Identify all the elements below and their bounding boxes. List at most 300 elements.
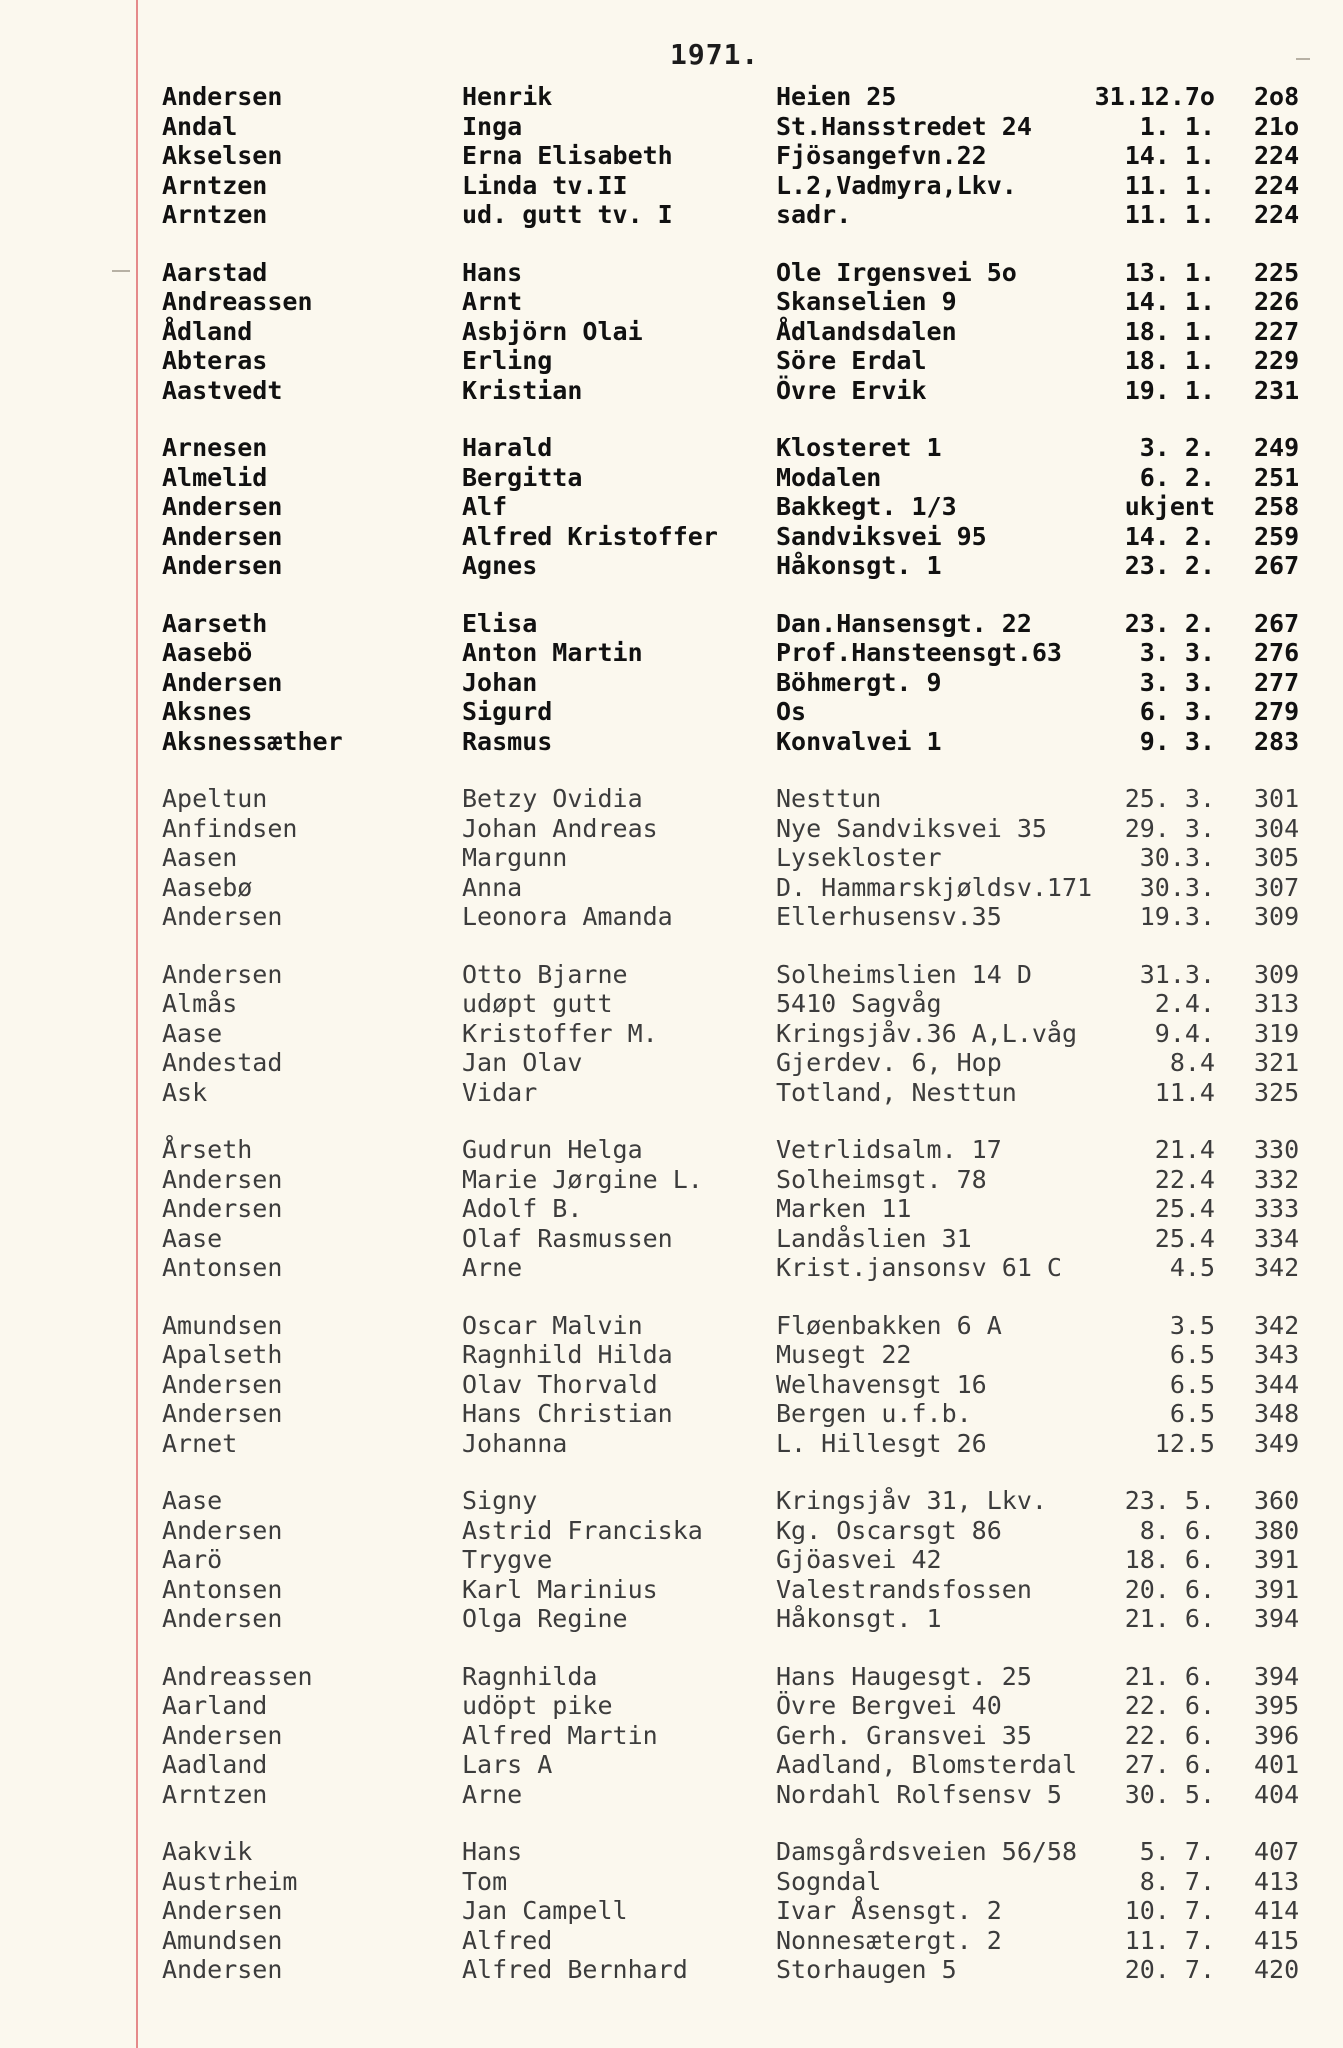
entry-given: Arne <box>462 1253 523 1282</box>
entry-date: 3.5 <box>1169 1310 1215 1340</box>
entry-given: Alfred <box>462 1925 553 1955</box>
entry-num: 391 <box>1254 1574 1300 1604</box>
entry-address: Aadland, Blomsterdal <box>776 1750 1078 1779</box>
entry-num: 414 <box>1254 1896 1300 1925</box>
entry-surname: Akselsen <box>162 141 283 170</box>
entry-num: 309 <box>1254 959 1300 989</box>
entry-group <box>0 960 1343 1108</box>
entry-address: Heien 25 <box>776 82 897 111</box>
entry-surname: Aasebö <box>162 638 253 667</box>
register-row <box>0 1165 1343 1195</box>
entry-surname: Aarseth <box>162 608 268 638</box>
entry-num: 343 <box>1254 1340 1300 1369</box>
entry-given: Erling <box>462 346 553 375</box>
register-row <box>0 1019 1343 1049</box>
entry-surname: Andersen <box>162 667 283 697</box>
entry-surname: Arntzen <box>162 200 268 229</box>
entry-date: 2.4. <box>1154 989 1215 1018</box>
entry-surname: Andersen <box>162 1369 283 1399</box>
entry-date: 10. 7. <box>1124 1896 1215 1925</box>
entry-address: Ellerhusensv.35 <box>776 902 1002 931</box>
entry-address: sadr. <box>776 200 852 229</box>
entry-address: Konvalvei 1 <box>776 726 942 756</box>
entry-address: 5410 Sagvåg <box>776 989 942 1018</box>
entry-given: Arnt <box>462 287 523 316</box>
register-row <box>0 989 1343 1019</box>
entry-given: Marie Jørgine L. <box>462 1164 703 1194</box>
entry-date: 19.3. <box>1139 902 1215 931</box>
entry-date: 23. 2. <box>1124 608 1215 638</box>
entry-num: 304 <box>1254 813 1300 843</box>
entry-surname: Andreassen <box>162 287 313 316</box>
entry-address: L. Hillesgt 26 <box>776 1428 987 1458</box>
register-row <box>0 727 1343 757</box>
entry-num: 333 <box>1254 1194 1300 1223</box>
entry-address: Storhaugen 5 <box>776 1955 957 1984</box>
entry-address: Håkonsgt. 1 <box>776 1604 942 1633</box>
entry-surname: Andersen <box>162 1720 283 1750</box>
entry-surname: Arntzen <box>162 170 268 200</box>
entry-address: Kringsjåv.36 A,L.våg <box>776 1018 1078 1048</box>
entry-surname: Antonsen <box>162 1574 283 1604</box>
entry-date: 27. 6. <box>1124 1750 1215 1779</box>
entry-date: 6. 3. <box>1139 697 1215 726</box>
entry-surname: Aarö <box>162 1545 223 1574</box>
entry-given: Olaf Rasmussen <box>462 1223 673 1253</box>
entry-num: 413 <box>1254 1866 1300 1896</box>
entry-date: ukjent <box>1124 492 1215 521</box>
entry-address: Solheimsgt. 78 <box>776 1164 987 1194</box>
register-row <box>0 171 1343 201</box>
entry-date: 11. 1. <box>1124 170 1215 200</box>
entry-given: Alfred Martin <box>462 1720 658 1750</box>
entry-address: Bakkegt. 1/3 <box>776 492 957 521</box>
register-row <box>0 1604 1343 1634</box>
entry-given: Erna Elisabeth <box>462 141 673 170</box>
entry-given: Oscar Malvin <box>462 1310 643 1340</box>
entry-num: 334 <box>1254 1223 1300 1253</box>
entry-address: St.Hansstredet 24 <box>776 111 1032 141</box>
entry-address: Klosteret 1 <box>776 433 942 462</box>
entry-date: 20. 7. <box>1124 1955 1215 1984</box>
entry-address: Krist.jansonsv 61 C <box>776 1253 1062 1282</box>
entry-given: Lars A <box>462 1750 553 1779</box>
entry-given: Anton Martin <box>462 638 643 667</box>
entry-given: Hans <box>462 1837 523 1866</box>
entry-num: 394 <box>1254 1661 1300 1691</box>
entry-surname: Amundsen <box>162 1925 283 1955</box>
entry-given: Kristoffer M. <box>462 1018 658 1048</box>
entry-given: Vidar <box>462 1077 538 1107</box>
entry-num: 259 <box>1254 521 1300 551</box>
entry-given: Margunn <box>462 843 568 872</box>
entry-num: 224 <box>1254 200 1300 229</box>
entry-surname: Aase <box>162 1018 223 1048</box>
entry-address: Fjösangefvn.22 <box>776 141 987 170</box>
register-row <box>0 1837 1343 1867</box>
entry-given: Rasmus <box>462 726 553 756</box>
entry-date: 6. 2. <box>1139 462 1215 492</box>
entry-surname: Arnet <box>162 1428 238 1458</box>
entry-num: 325 <box>1254 1077 1300 1107</box>
entry-num: 301 <box>1254 784 1300 813</box>
entry-date: 14. 1. <box>1124 141 1215 170</box>
entry-date: 25.4 <box>1154 1194 1215 1223</box>
register-row <box>0 463 1343 493</box>
entry-address: Nonnesætergt. 2 <box>776 1925 1002 1955</box>
entry-given: Asbjörn Olai <box>462 316 643 346</box>
register-row <box>0 82 1343 112</box>
entry-num: 231 <box>1254 375 1300 405</box>
entry-address: D. Hammarskjøldsv.171 <box>776 872 1093 902</box>
register-row <box>0 376 1343 406</box>
entry-address: Totland, Nesttun <box>776 1077 1017 1107</box>
entry-date: 6.5 <box>1169 1399 1215 1428</box>
register-row <box>0 1253 1343 1283</box>
entry-date: 14. 1. <box>1124 287 1215 316</box>
entry-given: Betzy Ovidia <box>462 784 643 813</box>
entry-group <box>0 1486 1343 1634</box>
entry-num: 415 <box>1254 1925 1300 1955</box>
entry-given: udöpt pike <box>462 1691 613 1720</box>
entry-date: 30.3. <box>1139 872 1215 902</box>
entry-surname: Ådland <box>162 316 253 346</box>
register-row <box>0 287 1343 317</box>
entry-surname: Antonsen <box>162 1253 283 1282</box>
entry-num: 251 <box>1254 462 1300 492</box>
entry-num: 394 <box>1254 1604 1300 1633</box>
entry-address: Marken 11 <box>776 1194 912 1223</box>
entry-date: 11. 7. <box>1124 1925 1215 1955</box>
entry-surname: Anfindsen <box>162 813 298 843</box>
entry-address: Welhavensgt 16 <box>776 1369 987 1399</box>
entry-date: 22. 6. <box>1124 1720 1215 1750</box>
entry-given: Astrid Franciska <box>462 1515 703 1545</box>
entry-given: Alfred Kristoffer <box>462 521 718 551</box>
entry-address: Skanselien 9 <box>776 287 957 316</box>
entry-address: Söre Erdal <box>776 346 927 375</box>
entry-num: 342 <box>1254 1253 1300 1282</box>
register-row <box>0 1048 1343 1078</box>
register-entries <box>0 82 1343 2013</box>
entry-num: 277 <box>1254 667 1300 697</box>
entry-num: 396 <box>1254 1720 1300 1750</box>
entry-date: 3. 3. <box>1139 667 1215 697</box>
entry-group <box>0 433 1343 581</box>
entry-date: 1. 1. <box>1139 111 1215 141</box>
register-row <box>0 1429 1343 1459</box>
entry-address: Kringsjåv 31, Lkv. <box>776 1486 1047 1515</box>
entry-num: 305 <box>1254 843 1300 872</box>
entry-group <box>0 784 1343 932</box>
entry-surname: Andersen <box>162 1955 283 1984</box>
entry-num: 391 <box>1254 1545 1300 1574</box>
entry-given: Jan Campell <box>462 1896 628 1925</box>
entry-num: 224 <box>1254 170 1300 200</box>
entry-surname: Abteras <box>162 346 268 375</box>
entry-num: 224 <box>1254 141 1300 170</box>
entry-num: 283 <box>1254 726 1300 756</box>
entry-num: 279 <box>1254 697 1300 726</box>
entry-date: 19. 1. <box>1124 375 1215 405</box>
register-row <box>0 1750 1343 1780</box>
entry-address: L.2,Vadmyra,Lkv. <box>776 170 1017 200</box>
register-row <box>0 1867 1343 1897</box>
entry-surname: Aarstad <box>162 257 268 287</box>
entry-num: 229 <box>1254 346 1300 375</box>
entry-surname: Almelid <box>162 462 268 492</box>
entry-address: Fløenbakken 6 A <box>776 1310 1002 1340</box>
entry-given: udøpt gutt <box>462 989 613 1018</box>
entry-surname: Almås <box>162 989 238 1018</box>
register-row <box>0 200 1343 230</box>
entry-num: 401 <box>1254 1750 1300 1779</box>
entry-address: Ivar Åsensgt. 2 <box>776 1896 1002 1925</box>
entry-date: 11. 1. <box>1124 200 1215 229</box>
entry-given: Arne <box>462 1779 523 1809</box>
entry-address: Solheimslien 14 D <box>776 959 1032 989</box>
entry-address: Musegt 22 <box>776 1340 912 1369</box>
register-row <box>0 873 1343 903</box>
entry-date: 22. 6. <box>1124 1691 1215 1720</box>
entry-given: Bergitta <box>462 462 583 492</box>
entry-given: Harald <box>462 433 553 462</box>
register-row <box>0 1721 1343 1751</box>
entry-num: 380 <box>1254 1515 1300 1545</box>
entry-surname: Andersen <box>162 1896 283 1925</box>
entry-date: 25. 3. <box>1124 784 1215 813</box>
register-row <box>0 1224 1343 1254</box>
entry-date: 30.3. <box>1139 843 1215 872</box>
entry-num: 21o <box>1254 111 1300 141</box>
register-row <box>0 1691 1343 1721</box>
entry-surname: Aksnessæther <box>162 726 343 756</box>
entry-given: Ragnhild Hilda <box>462 1340 673 1369</box>
entry-address: Os <box>776 697 807 726</box>
register-row <box>0 1078 1343 1108</box>
entry-given: Johan Andreas <box>462 813 658 843</box>
entry-surname: Andersen <box>162 1399 283 1428</box>
entry-date: 6.5 <box>1169 1340 1215 1369</box>
entry-address: Sandviksvei 95 <box>776 521 987 551</box>
entry-surname: Aasebø <box>162 872 253 902</box>
entry-num: 267 <box>1254 608 1300 638</box>
register-row <box>0 1955 1343 1985</box>
entry-num: 258 <box>1254 492 1300 521</box>
entry-num: 276 <box>1254 638 1300 667</box>
entry-num: 225 <box>1254 257 1300 287</box>
register-row <box>0 492 1343 522</box>
entry-surname: Andersen <box>162 551 283 580</box>
entry-surname: Andersen <box>162 492 283 521</box>
entry-date: 18. 6. <box>1124 1545 1215 1574</box>
entry-date: 4.5 <box>1169 1253 1215 1282</box>
entry-num: 332 <box>1254 1164 1300 1194</box>
entry-given: Linda tv.II <box>462 170 628 200</box>
entry-group <box>0 609 1343 757</box>
entry-surname: Amundsen <box>162 1310 283 1340</box>
register-row <box>0 258 1343 288</box>
register-row <box>0 697 1343 727</box>
entry-surname: Andersen <box>162 1164 283 1194</box>
entry-num: 348 <box>1254 1399 1300 1428</box>
entry-address: Dan.Hansensgt. 22 <box>776 608 1032 638</box>
entry-address: Gjöasvei 42 <box>776 1545 942 1574</box>
register-row <box>0 346 1343 376</box>
entry-date: 23. 2. <box>1124 551 1215 580</box>
register-row <box>0 902 1343 932</box>
entry-surname: Austrheim <box>162 1866 298 1896</box>
register-row <box>0 638 1343 668</box>
register-row <box>0 668 1343 698</box>
register-row <box>0 1516 1343 1546</box>
entry-num: 226 <box>1254 287 1300 316</box>
entry-date: 22.4 <box>1154 1164 1215 1194</box>
entry-given: Johanna <box>462 1428 568 1458</box>
entry-surname: Aakvik <box>162 1837 253 1866</box>
register-row <box>0 1545 1343 1575</box>
entry-address: Valestrandsfossen <box>776 1574 1032 1604</box>
entry-surname: Andersen <box>162 1515 283 1545</box>
entry-address: Damsgårdsveien 56/58 <box>776 1837 1078 1866</box>
entry-num: 267 <box>1254 551 1300 580</box>
entry-given: Olga Regine <box>462 1604 628 1633</box>
entry-num: 344 <box>1254 1369 1300 1399</box>
entry-group <box>0 1311 1343 1459</box>
register-row <box>0 141 1343 171</box>
entry-address: Nye Sandviksvei 35 <box>776 813 1047 843</box>
entry-address: Nesttun <box>776 784 882 813</box>
entry-address: Övre Ervik <box>776 375 927 405</box>
entry-date: 8. 7. <box>1139 1866 1215 1896</box>
entry-address: Sogndal <box>776 1866 882 1896</box>
entry-given: Jan Olav <box>462 1048 583 1077</box>
entry-date: 9. 3. <box>1139 726 1215 756</box>
entry-num: 321 <box>1254 1048 1300 1077</box>
entry-given: Elisa <box>462 608 538 638</box>
entry-given: Otto Bjarne <box>462 959 628 989</box>
entry-given: Alfred Bernhard <box>462 1955 688 1984</box>
register-row <box>0 960 1343 990</box>
register-row <box>0 433 1343 463</box>
entry-date: 5. 7. <box>1139 1837 1215 1866</box>
register-row <box>0 1311 1343 1341</box>
entry-surname: Arnesen <box>162 433 268 462</box>
register-row <box>0 1575 1343 1605</box>
entry-date: 9.4. <box>1154 1018 1215 1048</box>
entry-given: Adolf B. <box>462 1194 583 1223</box>
entry-surname: Aase <box>162 1486 223 1515</box>
entry-address: Håkonsgt. 1 <box>776 551 942 580</box>
entry-given: Inga <box>462 111 523 141</box>
entry-surname: Aarland <box>162 1691 268 1720</box>
entry-given: Henrik <box>462 82 553 111</box>
entry-date: 14. 2. <box>1124 521 1215 551</box>
register-row <box>0 1486 1343 1516</box>
entry-surname: Andersen <box>162 1604 283 1633</box>
entry-surname: Andreassen <box>162 1661 313 1691</box>
register-row <box>0 609 1343 639</box>
entry-group <box>0 1837 1343 1985</box>
entry-given: Ragnhilda <box>462 1661 598 1691</box>
entry-given: Hans Christian <box>462 1399 673 1428</box>
entry-num: 227 <box>1254 316 1300 346</box>
entry-num: 319 <box>1254 1018 1300 1048</box>
register-row <box>0 551 1343 581</box>
entry-address: Prof.Hansteensgt.63 <box>776 638 1062 667</box>
entry-num: 307 <box>1254 872 1300 902</box>
entry-address: Gerh. Gransvei 35 <box>776 1720 1032 1750</box>
entry-date: 31.12.7o <box>1094 82 1215 111</box>
entry-surname: Andersen <box>162 82 283 111</box>
entry-address: Landåslien 31 <box>776 1223 972 1253</box>
entry-group <box>0 82 1343 230</box>
register-row <box>0 843 1343 873</box>
entry-address: Nordahl Rolfsensv 5 <box>776 1779 1062 1809</box>
entry-surname: Aastvedt <box>162 375 283 405</box>
entry-num: 330 <box>1254 1135 1300 1164</box>
entry-surname: Andal <box>162 111 238 141</box>
register-row <box>0 784 1343 814</box>
entry-num: 349 <box>1254 1428 1300 1458</box>
entry-address: Gjerdev. 6, Hop <box>776 1048 1002 1077</box>
entry-date: 18. 1. <box>1124 346 1215 375</box>
entry-num: 309 <box>1254 902 1300 931</box>
register-row <box>0 1662 1343 1692</box>
entry-date: 29. 3. <box>1124 813 1215 843</box>
entry-num: 360 <box>1254 1486 1300 1515</box>
entry-group <box>0 1662 1343 1810</box>
entry-given: Signy <box>462 1486 538 1515</box>
entry-given: Tom <box>462 1866 508 1896</box>
entry-num: 313 <box>1254 989 1300 1018</box>
entry-surname: Apeltun <box>162 784 268 813</box>
entry-date: 21. 6. <box>1124 1604 1215 1633</box>
entry-address: Bergen u.f.b. <box>776 1399 972 1428</box>
entry-num: 395 <box>1254 1691 1300 1720</box>
entry-given: Gudrun Helga <box>462 1135 643 1164</box>
entry-date: 31.3. <box>1139 959 1215 989</box>
entry-date: 21. 6. <box>1124 1661 1215 1691</box>
register-row <box>0 112 1343 142</box>
entry-address: Böhmergt. 9 <box>776 667 942 697</box>
entry-given: Alf <box>462 492 508 521</box>
entry-date: 3. 3. <box>1139 638 1215 667</box>
entry-num: 342 <box>1254 1310 1300 1340</box>
entry-given: Agnes <box>462 551 538 580</box>
entry-given: Olav Thorvald <box>462 1369 658 1399</box>
register-row <box>0 1780 1343 1810</box>
entry-group <box>0 1135 1343 1283</box>
entry-given: Johan <box>462 667 538 697</box>
entry-given: Leonora Amanda <box>462 902 673 931</box>
entry-date: 13. 1. <box>1124 257 1215 287</box>
entry-given: Karl Marinius <box>462 1574 658 1604</box>
entry-date: 23. 5. <box>1124 1486 1215 1515</box>
entry-given: Anna <box>462 872 523 902</box>
entry-date: 20. 6. <box>1124 1574 1215 1604</box>
entry-date: 21.4 <box>1154 1135 1215 1164</box>
entry-surname: Andersen <box>162 959 283 989</box>
entry-address: Lysekloster <box>776 843 942 872</box>
entry-num: 420 <box>1254 1955 1300 1984</box>
entry-surname: Andersen <box>162 1194 283 1223</box>
entry-date: 8. 6. <box>1139 1515 1215 1545</box>
entry-address: Övre Bergvei 40 <box>776 1691 1002 1720</box>
entry-surname: Ask <box>162 1077 208 1107</box>
register-row <box>0 814 1343 844</box>
entry-surname: Arntzen <box>162 1779 268 1809</box>
